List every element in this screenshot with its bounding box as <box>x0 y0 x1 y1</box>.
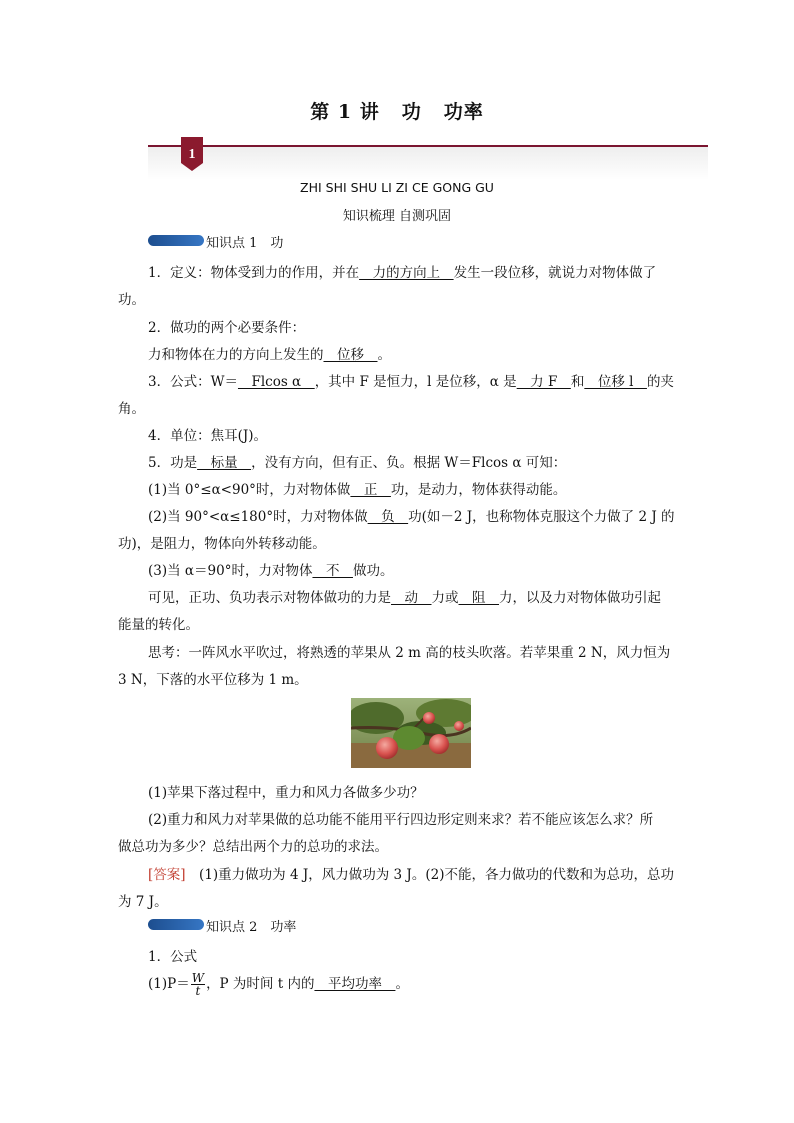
fill-blank: 力 F <box>516 374 571 390</box>
answer-line-cont: 为 7 J。 <box>118 894 168 910</box>
power-formula-title: 1．公式 <box>148 949 198 965</box>
conclusion-line-cont: 能量的转化。 <box>118 617 199 633</box>
answer-line: [答案] (1)重力做功为 4 J，风力做功为 3 J。(2)不能，各力做功的代数和为总功，总功 <box>148 867 674 883</box>
unit-line: 4．单位：焦耳(J)。 <box>148 428 268 444</box>
fraction: $\frac{W}{t}$ <box>191 971 205 998</box>
section-number: 1 <box>188 147 196 162</box>
think-line: 思考：一阵风水平吹过，将熟透的苹果从 2 m 高的枝头吹落。若苹果重 2 N，风力恒为 <box>148 645 671 661</box>
title-power: 功率 <box>443 101 484 123</box>
fill-blank: 位移 <box>323 347 378 363</box>
case-3-line: (3)当 α＝90°时，力对物体 不 做功。 <box>148 563 394 579</box>
case-2-line-cont: 功)，是阻力，物体向外转移动能。 <box>118 536 326 552</box>
conditions-line: 力和物体在力的方向上发生的 位移 。 <box>148 347 391 363</box>
page-title <box>0 97 794 124</box>
knowledge-point-2-label: 知识点 2 功率 <box>206 920 297 935</box>
knowledge-point-marker <box>148 235 204 246</box>
case-1-line: (1)当 0°≤α<90°时，力对物体做 正 功，是动力，物体获得动能。 <box>148 482 567 498</box>
definition-line-cont: 功。 <box>118 292 145 308</box>
definition-line: 1．定义：物体受到力的作用，并在 力的方向上 发生一段位移，就说力对物体做了 <box>148 265 657 281</box>
fill-blank: 正 <box>350 482 391 498</box>
title-work: 功 <box>401 101 422 123</box>
fill-blank: 不 <box>312 563 353 579</box>
question-2-cont: 做总功为多少？总结出两个力的总功的求法。 <box>118 839 388 855</box>
knowledge-point-1-label: 知识点 1 功 <box>206 236 284 251</box>
conditions-title: 2．做功的两个必要条件： <box>148 320 306 336</box>
fill-blank: Flcos α <box>237 374 315 390</box>
section-number-badge <box>181 137 203 171</box>
section-header-shade <box>148 147 708 180</box>
title-lecture: 第 1 讲 <box>310 101 380 123</box>
conclusion-line: 可见，正功、负功表示对物体做功的力是 动 力或 阻 力，以及力对物体做功引起 <box>148 590 661 606</box>
fill-blank: 阻 <box>458 590 499 606</box>
apple-tree-photo <box>351 698 471 768</box>
fill-blank: 力的方向上 <box>359 265 454 281</box>
fill-blank: 位移 l <box>584 374 647 390</box>
question-1: (1)苹果下落过程中，重力和风力各做多少功？ <box>148 785 424 801</box>
formula-line-cont: 角。 <box>118 401 145 417</box>
power-formula-line: (1)P＝ $\frac{W}{t}$ ，P 为时间 t 内的 平均功率 。 <box>148 971 409 998</box>
fill-blank: 动 <box>391 590 432 606</box>
case-2-line: (2)当 90°<α≤180°时，力对物体做 负 功(如－2 J，也称物体克服这个力做了 2 J 的 <box>148 509 675 525</box>
question-2: (2)重力和风力对苹果做的总功能不能用平行四边形定则来求？若不能应该怎么求？所 <box>148 812 654 828</box>
section-title-pinyin: ZHI SHI SHU LI ZI CE GONG GU <box>300 180 494 195</box>
scalar-line: 5．功是 标量 ，没有方向，但有正、负。根据 W＝Flcos α 可知： <box>148 455 567 471</box>
section-title-chinese: 知识梳理 自测巩固 <box>342 209 452 224</box>
section-divider <box>148 145 708 147</box>
fill-blank: 标量 <box>197 455 252 471</box>
fill-blank: 平均功率 <box>314 976 396 992</box>
formula-line: 3．公式：W＝ Flcos α ，其中 F 是恒力，l 是位移，α 是 力 F 和 位移 l 的夹 <box>148 374 674 390</box>
think-line-cont: 3 N，下落的水平位移为 1 m。 <box>118 672 308 688</box>
knowledge-point-marker <box>148 919 204 930</box>
fill-blank: 负 <box>367 509 409 525</box>
answer-tag: [答案] <box>148 867 186 883</box>
